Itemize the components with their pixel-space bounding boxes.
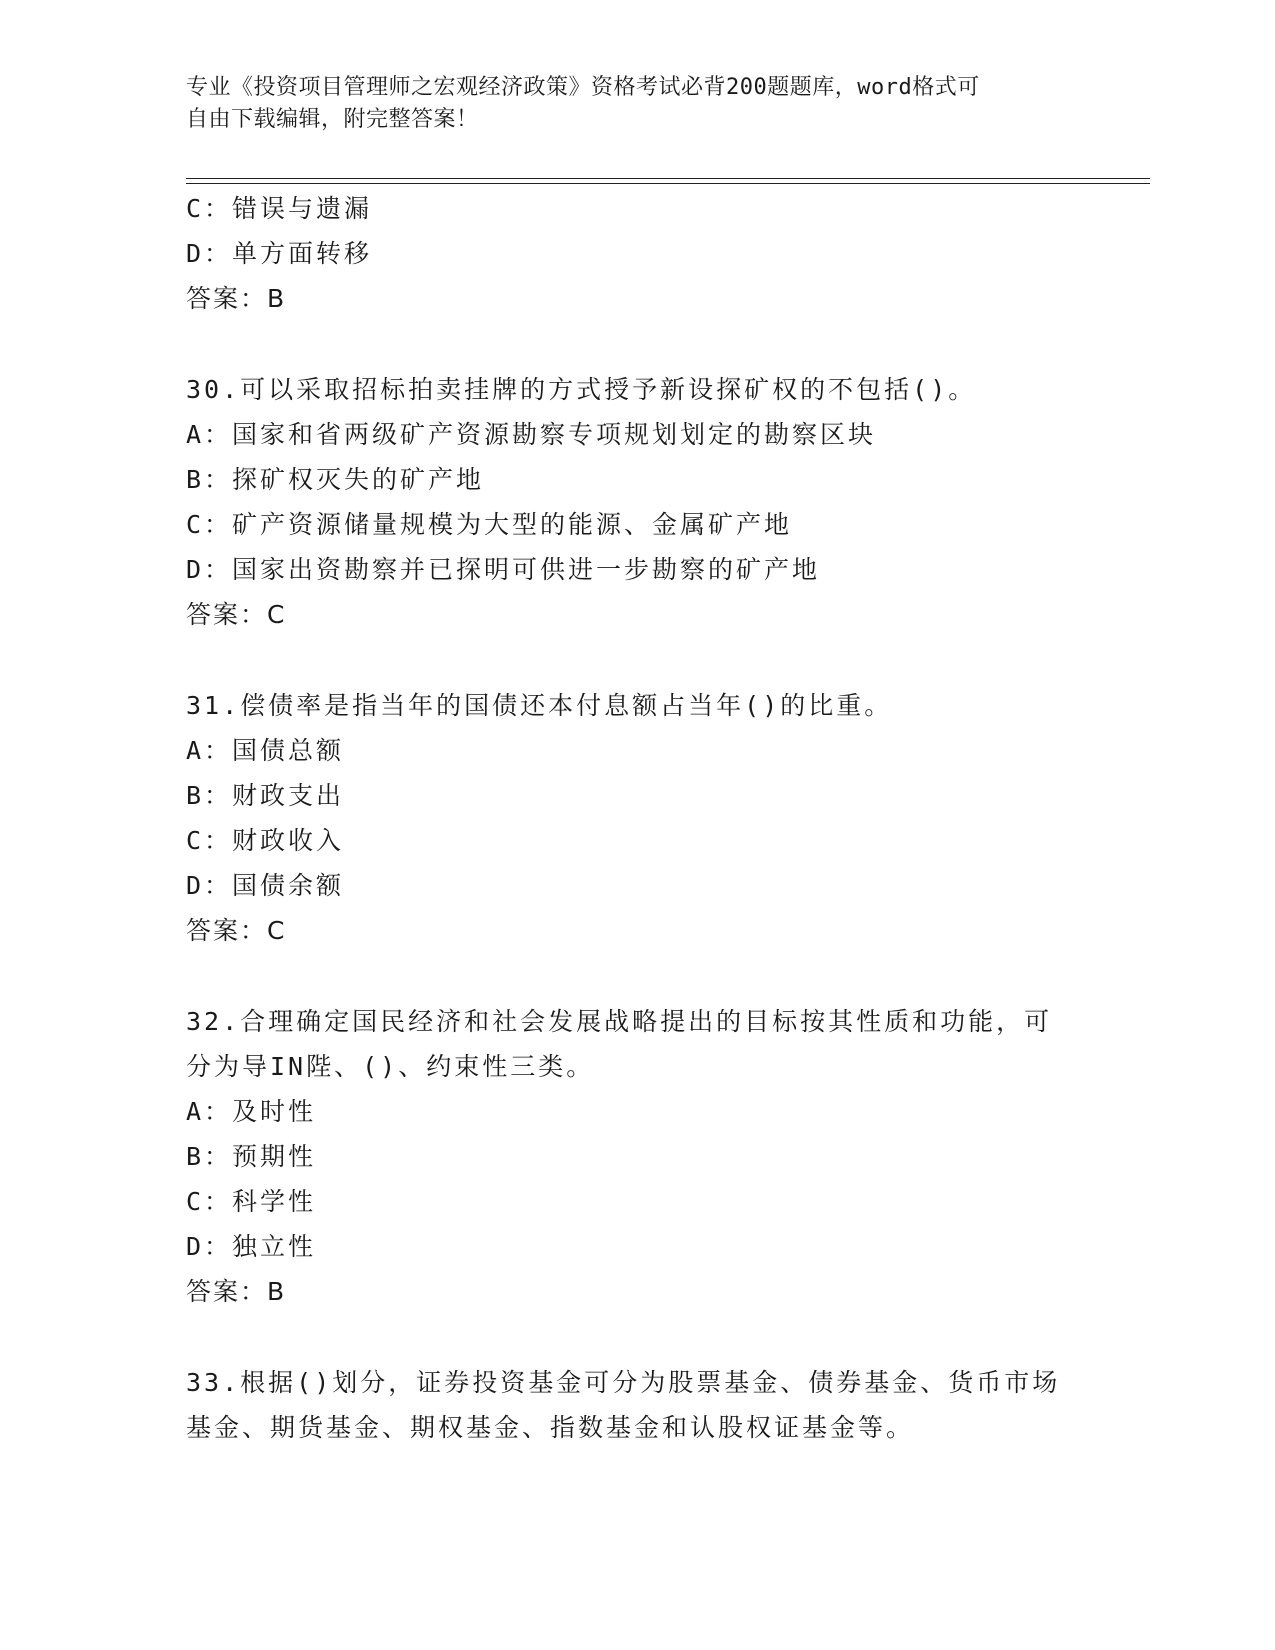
header-line-1: 专业《投资项目管理师之宏观经济政策》资格考试必背200题题库，word格式可	[186, 75, 980, 100]
question-stem: 31.偿债率是指当年的国债还本付息额占当年()的比重。	[186, 691, 893, 720]
answer: 答案：B	[186, 284, 287, 313]
option-c: C：科学性	[186, 1187, 317, 1216]
answer: 答案：C	[186, 916, 287, 945]
option-d: D：单方面转移	[186, 239, 373, 268]
option-a: A：国债总额	[186, 736, 345, 765]
option-a: A：国家和省两级矿产资源勘察专项规划划定的勘察区块	[186, 420, 877, 449]
option-c: C：错误与遗漏	[186, 194, 373, 223]
header-line-2: 自由下载编辑，附完整答案！	[186, 107, 479, 132]
answer: 答案：C	[186, 600, 287, 629]
answer: 答案：B	[186, 1277, 287, 1306]
question-stem: 30.可以采取招标拍卖挂牌的方式授予新设探矿权的不包括()。	[186, 375, 977, 404]
option-b: B：探矿权灭失的矿产地	[186, 465, 485, 494]
option-d: D：国债余额	[186, 871, 345, 900]
option-b: B：财政支出	[186, 781, 345, 810]
question-stem: 32.合理确定国民经济和社会发展战略提出的目标按其性质和功能，可	[186, 1007, 1053, 1036]
document-body	[186, 186, 1086, 1450]
question-stem: 33.根据()划分，证券投资基金可分为股票基金、债券基金、货币市场	[186, 1368, 1061, 1397]
question-stem-cont: 分为导IN陛、()、约束性三类。	[186, 1052, 595, 1081]
document-header	[186, 72, 1066, 136]
option-a: A：及时性	[186, 1097, 317, 1126]
option-c: C：矿产资源储量规模为大型的能源、金属矿产地	[186, 510, 793, 539]
option-d: D：国家出资勘察并已探明可供进一步勘察的矿产地	[186, 555, 821, 584]
question-stem-cont: 基金、期货基金、期权基金、指数基金和认股权证基金等。	[186, 1413, 915, 1442]
header-rule-bottom	[186, 183, 1150, 184]
option-c: C：财政收入	[186, 826, 345, 855]
option-d: D：独立性	[186, 1232, 317, 1261]
option-b: B：预期性	[186, 1142, 317, 1171]
header-rule-top	[186, 178, 1150, 179]
